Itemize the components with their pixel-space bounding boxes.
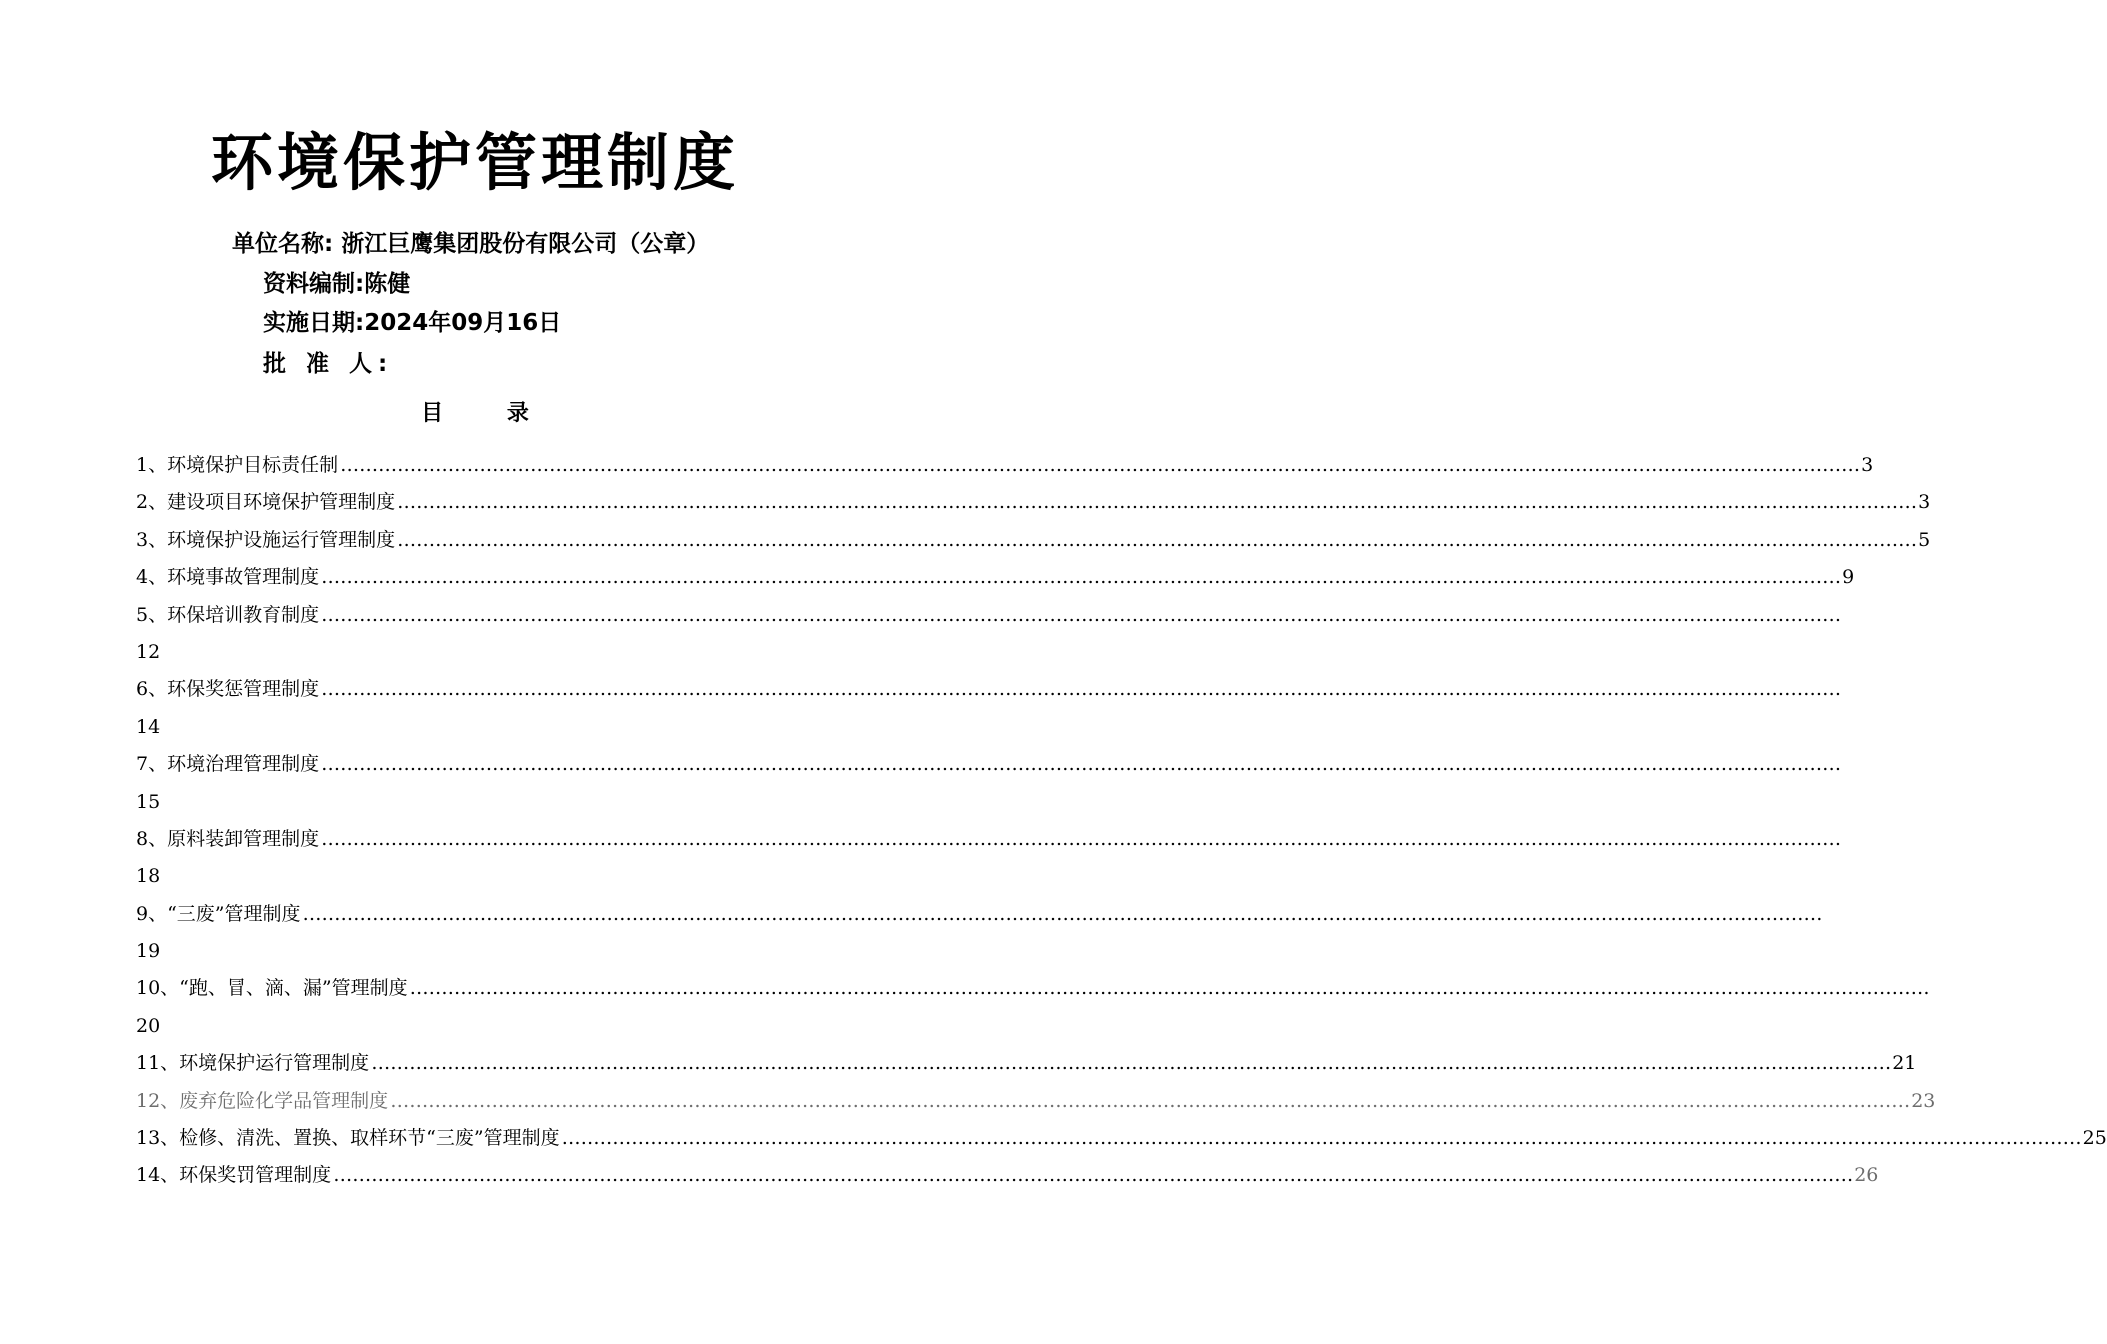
- toc-entry-title: 2、建设项目环境保护管理制度: [136, 491, 396, 514]
- date-label: 实施日期:: [263, 310, 365, 336]
- toc-leader: ……………………………………………………………………………………………………………………………………………………………………………………………………………………: [321, 827, 1842, 850]
- toc-leader: ……………………………………………………………………………………………………………………………………………………………………………………………………………………: [397, 491, 1918, 514]
- toc-entry[interactable]: [136, 671, 1842, 746]
- toc-leader: ……………………………………………………………………………………………………………………………………………………………………………………………………………………: [340, 454, 1861, 476]
- toc-entry-page: 21: [1892, 1052, 1917, 1075]
- toc-leader: ……………………………………………………………………………………………………………………………………………………………………………………………………………………: [409, 977, 1930, 1000]
- toc-leader: ……………………………………………………………………………………………………………………………………………………………………………………………………………………: [321, 603, 1842, 626]
- toc-entry-title: 10、“跑、冒、滴、漏”管理制度: [136, 977, 408, 1000]
- toc-entry-page: 25: [2082, 1127, 2107, 1150]
- toc-entry-page: 3: [1918, 491, 1931, 514]
- toc-entry[interactable]: [136, 1083, 1936, 1120]
- toc-entry[interactable]: [136, 896, 1823, 971]
- toc-leader: ……………………………………………………………………………………………………………………………………………………………………………………………………………………: [333, 1164, 1854, 1187]
- toc-entry[interactable]: [136, 559, 1855, 596]
- editor-value: 陈健: [364, 271, 411, 297]
- toc-entry-page: 23: [1911, 1089, 1936, 1112]
- toc-entry[interactable]: [136, 1120, 2107, 1157]
- date-line: [263, 306, 561, 340]
- table-of-contents: [136, 447, 2107, 1195]
- toc-leader: ……………………………………………………………………………………………………………………………………………………………………………………………………………………: [371, 1052, 1892, 1075]
- toc-entry-page: 18: [136, 865, 161, 888]
- toc-entry[interactable]: [136, 970, 1930, 1045]
- unit-label: 单位名称:: [232, 231, 334, 257]
- toc-entry-title: 3、环境保护设施运行管理制度: [136, 528, 396, 551]
- editor-label: 资料编制:: [263, 271, 365, 297]
- toc-leader: ……………………………………………………………………………………………………………………………………………………………………………………………………………………: [321, 753, 1842, 776]
- editor-line: [263, 267, 410, 301]
- unit-value: 浙江巨鹰集团股份有限公司（公章）: [341, 231, 710, 257]
- toc-entry-title: 13、检修、清洗、置换、取样环节“三废”管理制度: [136, 1127, 560, 1150]
- toc-entry-page: 19: [136, 940, 161, 963]
- toc-leader: ……………………………………………………………………………………………………………………………………………………………………………………………………………………: [321, 566, 1842, 589]
- toc-entry[interactable]: [136, 597, 1842, 672]
- toc-entry-page: 9: [1842, 566, 1855, 589]
- toc-entry-page: 3: [1861, 454, 1874, 476]
- toc-entry-title: 14、环保奖罚管理制度: [136, 1164, 332, 1187]
- toc-entry-title: 4、环境事故管理制度: [136, 566, 320, 589]
- toc-leader: ……………………………………………………………………………………………………………………………………………………………………………………………………………………: [561, 1127, 2082, 1150]
- toc-entry[interactable]: [136, 484, 1931, 521]
- document-title: 环境保护管理制度: [210, 126, 739, 199]
- toc-entry[interactable]: [136, 821, 1842, 896]
- toc-leader: ……………………………………………………………………………………………………………………………………………………………………………………………………………………: [302, 902, 1823, 925]
- approver-line: [263, 347, 393, 381]
- toc-entry[interactable]: [136, 522, 1931, 559]
- toc-entry-page: 15: [136, 790, 161, 813]
- toc-entry-title: 5、环保培训教育制度: [136, 603, 320, 626]
- toc-entry-title: 11、环境保护运行管理制度: [136, 1052, 370, 1075]
- toc-entry-page: 20: [136, 1014, 161, 1037]
- toc-entry[interactable]: [136, 1157, 1879, 1194]
- toc-entry-title: 6、环保奖惩管理制度: [136, 678, 320, 701]
- approver-label: 批 准 人:: [263, 351, 394, 377]
- toc-entry-page: 12: [136, 640, 161, 663]
- date-value: 2024年09月16日: [364, 310, 562, 336]
- toc-leader: ……………………………………………………………………………………………………………………………………………………………………………………………………………………: [390, 1089, 1911, 1112]
- toc-entry-title: 1、环境保护目标责任制: [136, 454, 339, 476]
- toc-heading: 目 录: [421, 401, 557, 426]
- toc-entry[interactable]: [136, 746, 1842, 821]
- toc-entry-page: 14: [136, 715, 161, 738]
- toc-entry-title: 8、原料装卸管理制度: [136, 827, 320, 850]
- toc-entry-title: 12、废弃危险化学品管理制度: [136, 1089, 389, 1112]
- unit-line: [232, 227, 709, 261]
- toc-leader: ……………………………………………………………………………………………………………………………………………………………………………………………………………………: [321, 678, 1842, 701]
- toc-entry-title: 7、环境治理管理制度: [136, 753, 320, 776]
- toc-entry-title: 9、“三废”管理制度: [136, 902, 301, 925]
- toc-entry[interactable]: [136, 1045, 1917, 1082]
- toc-entry-page: 26: [1854, 1164, 1879, 1187]
- toc-entry-page: 5: [1918, 528, 1931, 551]
- toc-entry[interactable]: [136, 447, 1874, 484]
- toc-leader: ……………………………………………………………………………………………………………………………………………………………………………………………………………………: [397, 528, 1918, 551]
